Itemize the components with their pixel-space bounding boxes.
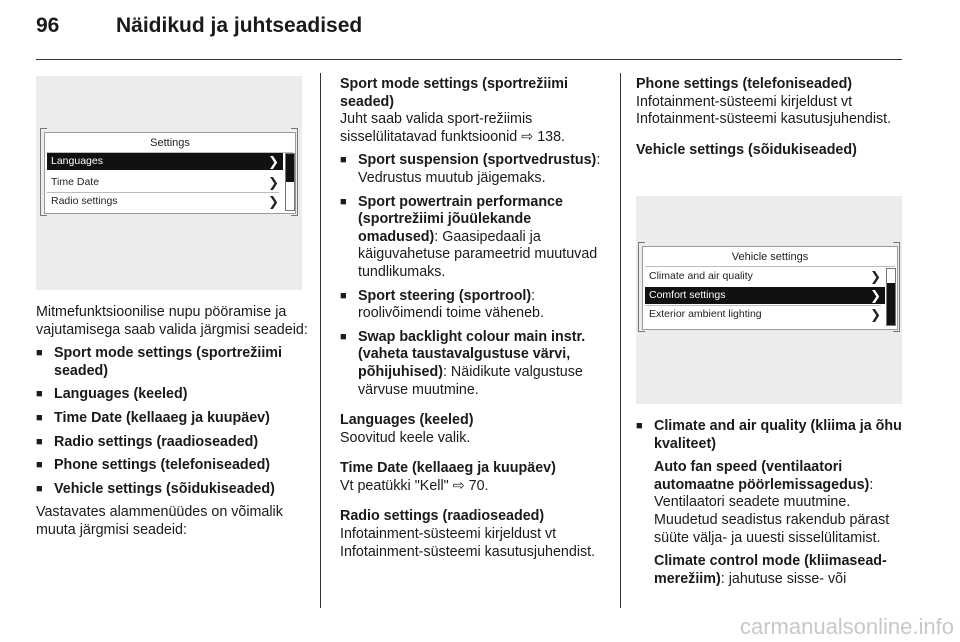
sport-item: [340, 329, 606, 399]
settings-row-label: Languages: [51, 155, 103, 167]
page-title: Näidikud ja juhtseadised: [116, 14, 363, 37]
screen-separator: [645, 266, 895, 267]
outro-text: Vastavates alammenüüdes on võimalik muuta järgmisi seadeid:: [36, 504, 283, 538]
sport-item-term: Sport suspension (sportvedrustus): [358, 152, 597, 169]
column-2: [340, 76, 606, 561]
sport-item-desc: : Näidikute valgustuse värvuse muutmine.: [358, 363, 583, 398]
settings-row-label: Time Date: [51, 176, 100, 188]
phone-settings-text: Infotainment-süsteemi kirjeldust vt Infotainment-süsteemi kasutusjuhendist.: [636, 93, 892, 128]
settings-row-label: Radio settings: [51, 195, 118, 207]
vehicle-row-climate: [645, 268, 885, 285]
settings-row-time-date: [47, 174, 283, 191]
auto-fan-desc: : Ventilaatori seadete muutmine. Muudetud seadistus rakendub pärast süüte välja- ja uuesti sisselülitamist.: [654, 476, 890, 546]
sport-item: [340, 152, 606, 187]
sport-mode-heading: Sport mode settings (sportrežiimi seaded): [340, 76, 568, 110]
page-number: 96: [36, 14, 60, 37]
vehicle-row-label: Comfort settings: [649, 289, 726, 301]
sport-item-desc: : Vedrustus muutub jäigemaks.: [358, 152, 601, 186]
screen-scrollbar: [285, 153, 295, 211]
intro-text: Mitmefunktsioonilise nupu pööramise ja vajutamisega saab valida järgmisi seadeid:: [36, 304, 308, 338]
climate-mode-desc: : jahutuse sisse- või: [720, 570, 847, 587]
time-date-text-body: Vt peatükki "Kell": [340, 477, 449, 494]
chevron-right-icon: ❯: [268, 194, 279, 209]
radio-settings-text: Infotainment-süsteemi kirjeldust vt Infotainment-süsteemi kasutusjuhendist.: [340, 526, 596, 560]
vehicle-row-label: Exterior ambient lighting: [649, 308, 762, 320]
vehicle-row-exterior: [645, 306, 885, 323]
vehicle-settings-screen-illustration: [636, 196, 902, 404]
sport-item-term: Sport powertrain performance (sportrežiimi jõuülekande omadused): [358, 193, 563, 245]
auto-fan-term: Auto fan speed (ventilaatori automaatne pöörlemissagedus): [654, 459, 870, 493]
settings-list-item: ■ Vehicle settings (sõidukiseaded): [36, 481, 308, 499]
settings-row-radio: [47, 193, 283, 210]
chevron-right-icon: ❯: [870, 307, 881, 322]
auto-fan-speed: [636, 459, 906, 547]
settings-screen-title: Settings: [150, 137, 190, 149]
sport-item-term: Swap backlight colour main instr. (vaheta taustavalgustuse värvi, põhijuhised): [358, 328, 586, 380]
vehicle-row-comfort: [645, 287, 885, 304]
sport-item: [340, 288, 606, 323]
settings-list-item: ■ Languages (keeled): [36, 386, 308, 404]
scrollbar-thumb: [887, 283, 895, 325]
header-rule: [36, 59, 902, 60]
sport-mode-text: [340, 111, 606, 146]
settings-screen: [44, 132, 296, 214]
column-3-lower: [636, 418, 906, 588]
column-1: [36, 304, 308, 540]
sport-mode-page-ref: 138.: [537, 128, 566, 145]
climate-item: ■ Climate and air quality (kliima ja õhu kvaliteet): [636, 418, 906, 453]
column-divider-2: [620, 73, 621, 608]
sport-mode-text-body: Juht saab valida sport-režiimis sisselülitatavad funktsioonid: [340, 111, 533, 145]
settings-list-item: ■ Phone settings (telefoniseaded): [36, 457, 308, 475]
radio-settings-heading: Radio settings (raadioseaded): [340, 508, 545, 525]
column-3: [636, 76, 906, 159]
chevron-right-icon: ❯: [870, 288, 881, 303]
reference-arrow-icon: ⇨: [521, 128, 534, 145]
settings-list-item: ■ Radio settings (raadioseaded): [36, 434, 308, 452]
settings-list-item: ■ Time Date (kellaaeg ja kuupäev): [36, 410, 308, 428]
time-date-text: [340, 478, 606, 496]
time-date-page-ref: 70.: [468, 477, 489, 494]
languages-heading: Languages (keeled): [340, 412, 474, 429]
climate-mode-term: Climate control mode (kliimasead-merežiim): [654, 553, 887, 587]
settings-row-languages: [47, 153, 283, 170]
reference-arrow-icon: ⇨: [452, 477, 465, 494]
vehicle-row-label: Climate and air quality: [649, 270, 753, 282]
chevron-right-icon: ❯: [268, 154, 279, 169]
screen-scrollbar: [886, 268, 896, 326]
languages-text: Soovitud keele valik.: [340, 429, 471, 446]
sport-item-term: Sport steering (sportrool): [358, 287, 532, 304]
climate-control-mode: [636, 553, 906, 588]
scrollbar-thumb: [286, 154, 294, 182]
phone-settings-heading: Phone settings (telefoniseaded): [636, 76, 853, 92]
chevron-right-icon: ❯: [268, 175, 279, 190]
time-date-heading: Time Date (kellaaeg ja kuupäev): [340, 460, 556, 477]
sport-item: [340, 194, 606, 282]
watermark: carmanualsonline.info: [739, 614, 954, 639]
vehicle-settings-heading: Vehicle settings (sõidukiseaded): [636, 141, 857, 158]
settings-screen-illustration: [36, 76, 302, 290]
sport-item-desc: : Gaasipedaali ja käiguvahetuse parameetrid muutuvad tundlikumaks.: [358, 228, 598, 280]
vehicle-settings-screen-title: Vehicle settings: [731, 251, 809, 263]
sport-item-desc: : roolivõimendi toime väheneb.: [358, 287, 544, 322]
chevron-right-icon: ❯: [870, 269, 881, 284]
column-divider-1: [320, 73, 321, 608]
settings-list-item: ■ Sport mode settings (sportrežiimi seaded): [36, 345, 308, 380]
vehicle-settings-screen: [642, 246, 898, 330]
